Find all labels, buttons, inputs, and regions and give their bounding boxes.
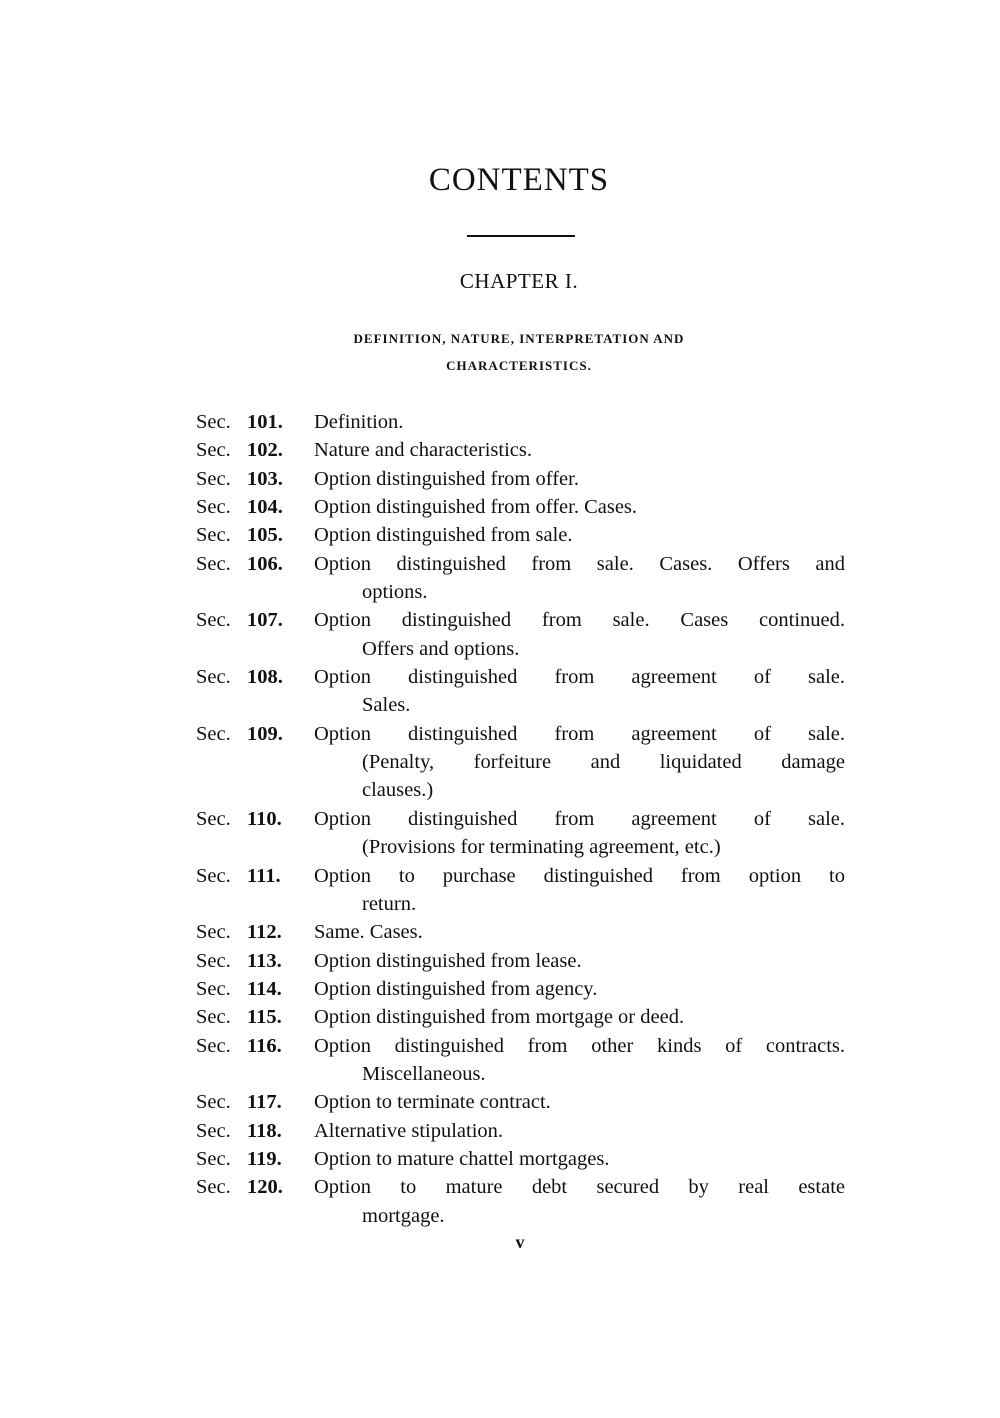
- toc-entry: [0, 465, 1000, 493]
- section-title-line: return.: [362, 892, 417, 915]
- toc-entry: [0, 663, 1000, 720]
- section-number: 103.: [247, 467, 283, 490]
- section-title-line: Sales.: [362, 694, 411, 717]
- section-title-line: Option distinguished from agreement of sale.: [314, 666, 845, 689]
- toc-entry: [0, 1088, 1000, 1116]
- toc-entry: [0, 1117, 1000, 1145]
- section-label: Sec.: [196, 439, 231, 462]
- toc-entry: [0, 436, 1000, 464]
- section-number: 116.: [247, 1034, 282, 1057]
- toc-entry: [0, 862, 1000, 919]
- divider: [467, 235, 575, 237]
- section-number: 107.: [247, 609, 283, 632]
- toc-entry: [0, 1003, 1000, 1031]
- section-label: Sec.: [196, 411, 231, 433]
- section-title-line: Option distinguished from sale. Cases continued.: [314, 609, 845, 632]
- section-label: Sec.: [196, 552, 231, 575]
- section-title-line: Option distinguished from other kinds of contracts.: [314, 1034, 845, 1057]
- toc-entry: [0, 720, 1000, 805]
- section-number: 115.: [247, 1006, 282, 1029]
- section-label: Sec.: [196, 496, 231, 519]
- section-label: Sec.: [196, 864, 231, 887]
- section-number: 113.: [247, 949, 282, 972]
- chapter-heading: CHAPTER I.: [459, 269, 579, 293]
- section-title-line: Same. Cases.: [314, 921, 423, 944]
- section-title-line: Option distinguished from sale. Cases. Offers and: [314, 552, 845, 575]
- section-title-line: Miscellaneous.: [362, 1062, 486, 1085]
- section-title-line: Option to mature chattel mortgages.: [314, 1147, 610, 1170]
- section-number: 101.: [247, 411, 283, 433]
- toc-entry: [0, 975, 1000, 1003]
- section-label: Sec.: [196, 467, 231, 490]
- section-label: Sec.: [196, 1176, 231, 1199]
- toc-entry: [0, 521, 1000, 549]
- section-number: 112.: [247, 921, 282, 944]
- toc-entry: [0, 606, 1000, 663]
- section-number: 105.: [247, 524, 283, 547]
- section-title-line: Nature and characteristics.: [314, 439, 532, 462]
- section-title-line: Option distinguished from offer. Cases.: [314, 496, 638, 519]
- section-title-line: Option distinguished from sale.: [314, 524, 573, 547]
- toc-entry: [0, 805, 1000, 862]
- section-label: Sec.: [196, 977, 231, 1000]
- section-number: 119.: [247, 1147, 282, 1170]
- page-title: CONTENTS: [428, 162, 610, 198]
- section-title-line: mortgage.: [362, 1204, 445, 1227]
- section-title-line: Option distinguished from mortgage or deed.: [314, 1006, 685, 1029]
- section-title-line: Option distinguished from agreement of sale.: [314, 722, 845, 745]
- section-label: Sec.: [196, 1147, 231, 1170]
- section-number: 109.: [247, 722, 283, 745]
- section-label: Sec.: [196, 1091, 231, 1114]
- section-title-line: Definition.: [314, 411, 404, 433]
- toc-entry: [0, 1173, 1000, 1230]
- toc-entry: [0, 918, 1000, 946]
- toc-entry: [0, 1032, 1000, 1089]
- section-title-line: Option distinguished from offer.: [314, 467, 579, 490]
- section-number: 108.: [247, 666, 283, 689]
- section-title-line: clauses.): [362, 779, 434, 802]
- section-label: Sec.: [196, 949, 231, 972]
- section-title-line: Option distinguished from agency.: [314, 977, 598, 1000]
- section-title-line: Option to purchase distinguished from option to: [314, 864, 845, 887]
- section-title-line: Option to terminate contract.: [314, 1091, 551, 1114]
- section-number: 120.: [247, 1176, 283, 1199]
- section-number: 114.: [247, 977, 282, 1000]
- section-label: Sec.: [196, 1119, 231, 1142]
- section-title-line: (Provisions for terminating agreement, etc.): [362, 836, 721, 859]
- section-number: 111.: [247, 864, 281, 887]
- section-number: 106.: [247, 552, 283, 575]
- section-label: Sec.: [196, 1034, 231, 1057]
- section-label: Sec.: [196, 666, 231, 689]
- section-title-line: Alternative stipulation.: [314, 1119, 504, 1142]
- page-number: v: [515, 1232, 525, 1252]
- section-label: Sec.: [196, 609, 231, 632]
- section-title-line: (Penalty, forfeiture and liquidated damage: [362, 751, 845, 774]
- toc-entry: [0, 408, 1000, 436]
- section-title-line: Option distinguished from lease.: [314, 949, 582, 972]
- section-number: 118.: [247, 1119, 282, 1142]
- section-label: Sec.: [196, 1006, 231, 1029]
- section-label: Sec.: [196, 807, 231, 830]
- section-number: 104.: [247, 496, 283, 519]
- section-title-line: Option to mature debt secured by real estate: [314, 1176, 845, 1199]
- section-label: Sec.: [196, 921, 231, 944]
- section-label: Sec.: [196, 524, 231, 547]
- section-number: 110.: [247, 807, 282, 830]
- toc-entry: [0, 550, 1000, 607]
- section-title-line: Option distinguished from agreement of sale.: [314, 807, 845, 830]
- section-number: 117.: [247, 1091, 282, 1114]
- chapter-subheading-line-1: DEFINITION, NATURE, INTERPRETATION AND: [353, 331, 685, 346]
- chapter-subheading-line-2: CHARACTERISTICS.: [446, 358, 592, 373]
- section-title-line: Offers and options.: [362, 637, 520, 660]
- section-label: Sec.: [196, 722, 231, 745]
- section-title-line: options.: [362, 581, 428, 604]
- toc-entry: [0, 1145, 1000, 1173]
- table-of-contents: [0, 408, 1000, 1230]
- toc-entry: [0, 493, 1000, 521]
- section-number: 102.: [247, 439, 283, 462]
- toc-entry: [0, 947, 1000, 975]
